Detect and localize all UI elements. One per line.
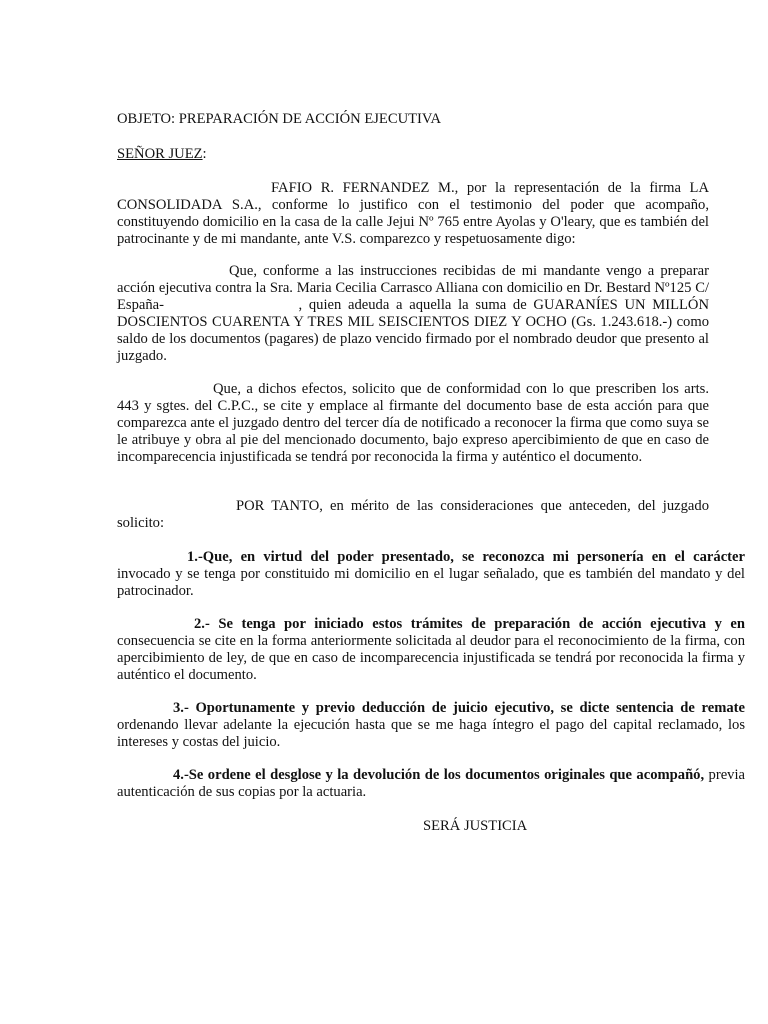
closing-phrase: SERÁ JUSTICIA (423, 818, 528, 834)
paragraph-therefore-text: POR TANTO, en mérito de las consideraciones que anteceden, del juzgado solicito: (117, 498, 709, 531)
salutation-colon: : (202, 146, 207, 162)
paragraph-request (117, 381, 709, 466)
paragraph-claim-text: Que, conforme a las instrucciones recibidas de mi mandante vengo a preparar acción ejecutiva contra la Sra. Maria Cecilia Carrasco Alliana con domicilio en Dr. Bestard Nº125 C/ España- , quien adeuda a aquella la suma de GUARANÍES UN MILLÓN DOSCIENTOS CUARENTA Y TRES MIL SEISCIENTOS DIEZ Y OCHO (Gs. 1.243.618.-) como saldo de los documentos (pagares) de plazo vencido firmado por el nombrado deudor que presento al juzgado. (117, 263, 713, 364)
petition-4-heading: 4.-Se ordene el desglose y la devolución de los documentos originales que acompañó, (173, 767, 705, 783)
petition-2 (117, 616, 745, 684)
petition-3 (117, 700, 745, 751)
salutation (117, 146, 709, 163)
paragraph-claim (117, 263, 713, 365)
petition-1 (117, 549, 745, 600)
paragraph-appearance (117, 180, 709, 248)
document-subject: OBJETO: PREPARACIÓN DE ACCIÓN EJECUTIVA (117, 111, 442, 127)
petition-1-text: invocado y se tenga por constituido mi domicilio en el lugar señalado, que es también del mandato y del patrocinador. (117, 566, 745, 599)
petition-3-heading: 3.- Oportunamente y previo deducción de juicio ejecutivo, se dicte sentencia de remate (173, 700, 745, 716)
paragraph-therefore (117, 498, 709, 532)
paragraph-request-text: Que, a dichos efectos, solicito que de conformidad con lo que prescriben los arts. 443 y sgtes. del C.P.C., se cite y emplace al firmante del documento base de esta acción para que comparezca ante el juzgado dentro del tercer día de notificado a reconocer la firma que como suya se le atribuye y obra al pie del mencionado documento, bajo expreso apercibimiento de que en caso de incomparecencia injustificada se tendrá por reconocida la firma y auténtico el documento. (117, 381, 709, 465)
petition-4-text: previa autenticación de sus copias por la actuaria. (117, 767, 746, 800)
petition-1-heading: 1.-Que, en virtud del poder presentado, se reconozca mi personería en el carácter (187, 549, 745, 565)
petition-2-heading: 2.- Se tenga por iniciado estos trámites de preparación de acción ejecutiva y en (194, 616, 745, 632)
salutation-text: SEÑOR JUEZ (117, 146, 203, 162)
petition-3-text: ordenando llevar adelante la ejecución hasta que se me haga íntegro el pago del capital reclamado, los intereses y costas del juicio. (117, 717, 745, 750)
paragraph-appearance-text: FAFIO R. FERNANDEZ M., por la representación de la firma LA CONSOLIDADA S.A., conforme lo justifico con el testimonio del poder que acompaño, constituyendo domicilio en la casa de la calle Jejui Nº 765 entre Ayolas y O'leary, que es también del patrocinante y de mi mandante, ante V.S. comparezco y respetuosamente digo: (117, 180, 709, 247)
petition-2-text: consecuencia se cite en la forma anteriormente solicitada al deudor para el reconocimiento de la firma, con apercibimiento de ley, de que en caso de incomparecencia injustificada se tendrá por reconocida la firma y auténtico el documento. (117, 633, 745, 683)
petition-4 (117, 767, 745, 801)
